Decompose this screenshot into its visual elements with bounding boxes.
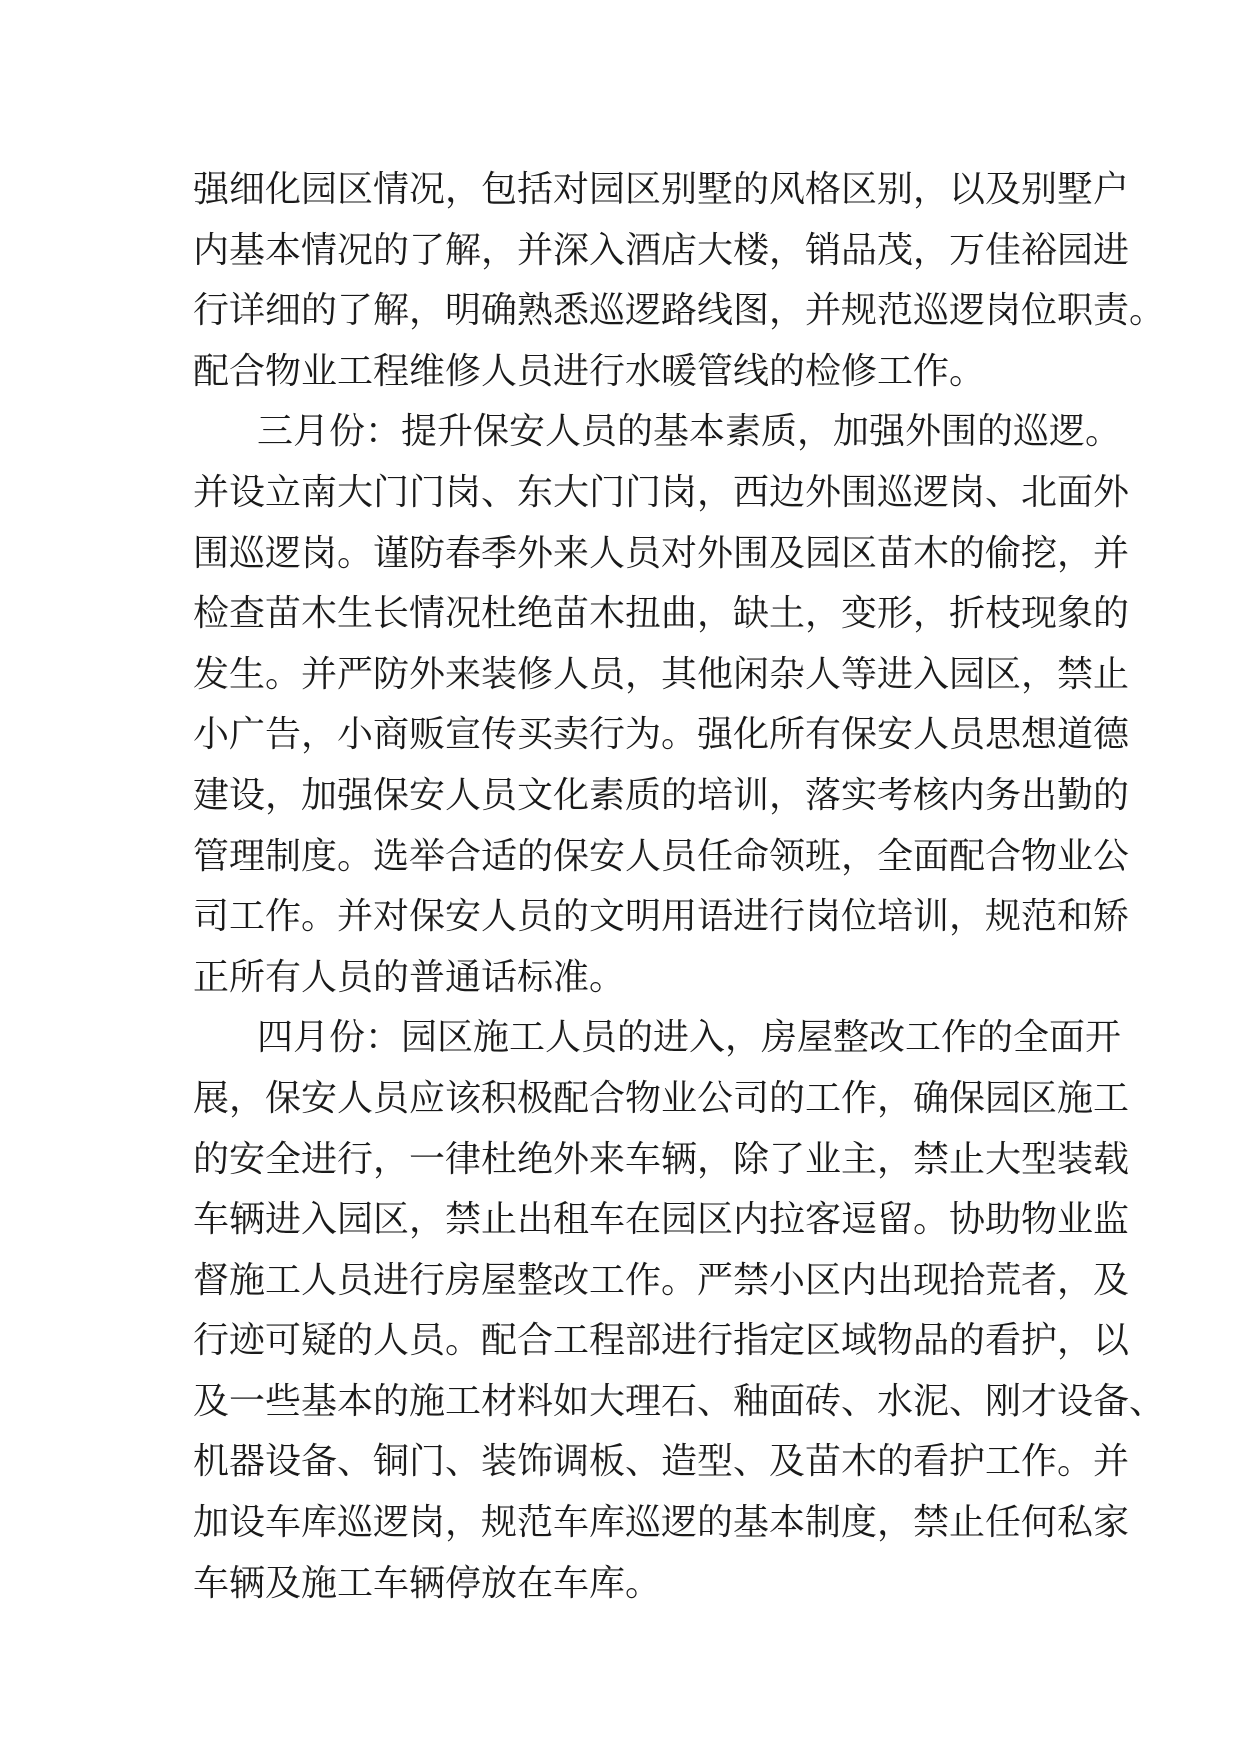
text-line: 车辆及施工车辆停放在车库。 xyxy=(193,1562,662,1604)
text-line: 正所有人员的普通话标准。 xyxy=(193,956,626,998)
text-line: 发生。并严防外来装修人员，其他闲杂人等进入园区，禁止 xyxy=(193,653,1130,695)
text-line: 机器设备、铜门、装饰调板、造型、及苗木的看护工作。并 xyxy=(193,1441,1130,1483)
text-line: 强细化园区情况，包括对园区别墅的风格区别，以及别墅户 xyxy=(193,169,1130,210)
text-line: 行详细的了解，明确熟悉巡逻路线图，并规范巡逻岗位职责。 xyxy=(193,290,1166,332)
text-line: 配合物业工程维修人员进行水暖管线的检修工作。 xyxy=(193,350,986,392)
text-line: 及一些基本的施工材料如大理石、釉面砖、水泥、刚才设备、 xyxy=(193,1380,1166,1422)
text-line: 加设车库巡逻岗，规范车库巡逻的基本制度，禁止任何私家 xyxy=(193,1502,1130,1544)
text-line: 检查苗木生长情况杜绝苗木扭曲，缺土，变形，折枝现象的 xyxy=(193,593,1130,635)
text-line: 车辆进入园区，禁止出租车在园区内拉客逗留。协助物业监 xyxy=(193,1199,1130,1241)
text-line: 内基本情况的了解，并深入酒店大楼，销品茂，万佳裕园进 xyxy=(193,229,1130,271)
text-line: 行迹可疑的人员。配合工程部进行指定区域物品的看护，以 xyxy=(193,1320,1130,1362)
text-line: 督施工人员进行房屋整改工作。严禁小区内出现拾荒者，及 xyxy=(193,1259,1130,1301)
text-line: 展，保安人员应该积极配合物业公司的工作，确保园区施工 xyxy=(193,1077,1130,1119)
text-line: 围巡逻岗。谨防春季外来人员对外围及园区苗木的偷挖，并 xyxy=(193,532,1130,574)
text-line: 管理制度。选举合适的保安人员任命领班，全面配合物业公 xyxy=(193,835,1130,877)
text-line: 建设，加强保安人员文化素质的培训，落实考核内务出勤的 xyxy=(193,774,1130,816)
text-line: 三月份：提升保安人员的基本素质，加强外围的巡逻。 xyxy=(257,411,1122,453)
text-line: 小广告，小商贩宣传买卖行为。强化所有保安人员思想道德 xyxy=(193,714,1130,756)
text-line: 四月份：园区施工人员的进入，房屋整改工作的全面开 xyxy=(257,1017,1122,1059)
text-line: 的安全进行，一律杜绝外来车辆，除了业主，禁止大型装载 xyxy=(193,1138,1130,1180)
body-text xyxy=(193,160,1166,1614)
text-line: 并设立南大门门岗、东大门门岗，西边外围巡逻岗、北面外 xyxy=(193,471,1130,513)
text-line: 司工作。并对保安人员的文明用语进行岗位培训，规范和矫 xyxy=(193,896,1130,938)
